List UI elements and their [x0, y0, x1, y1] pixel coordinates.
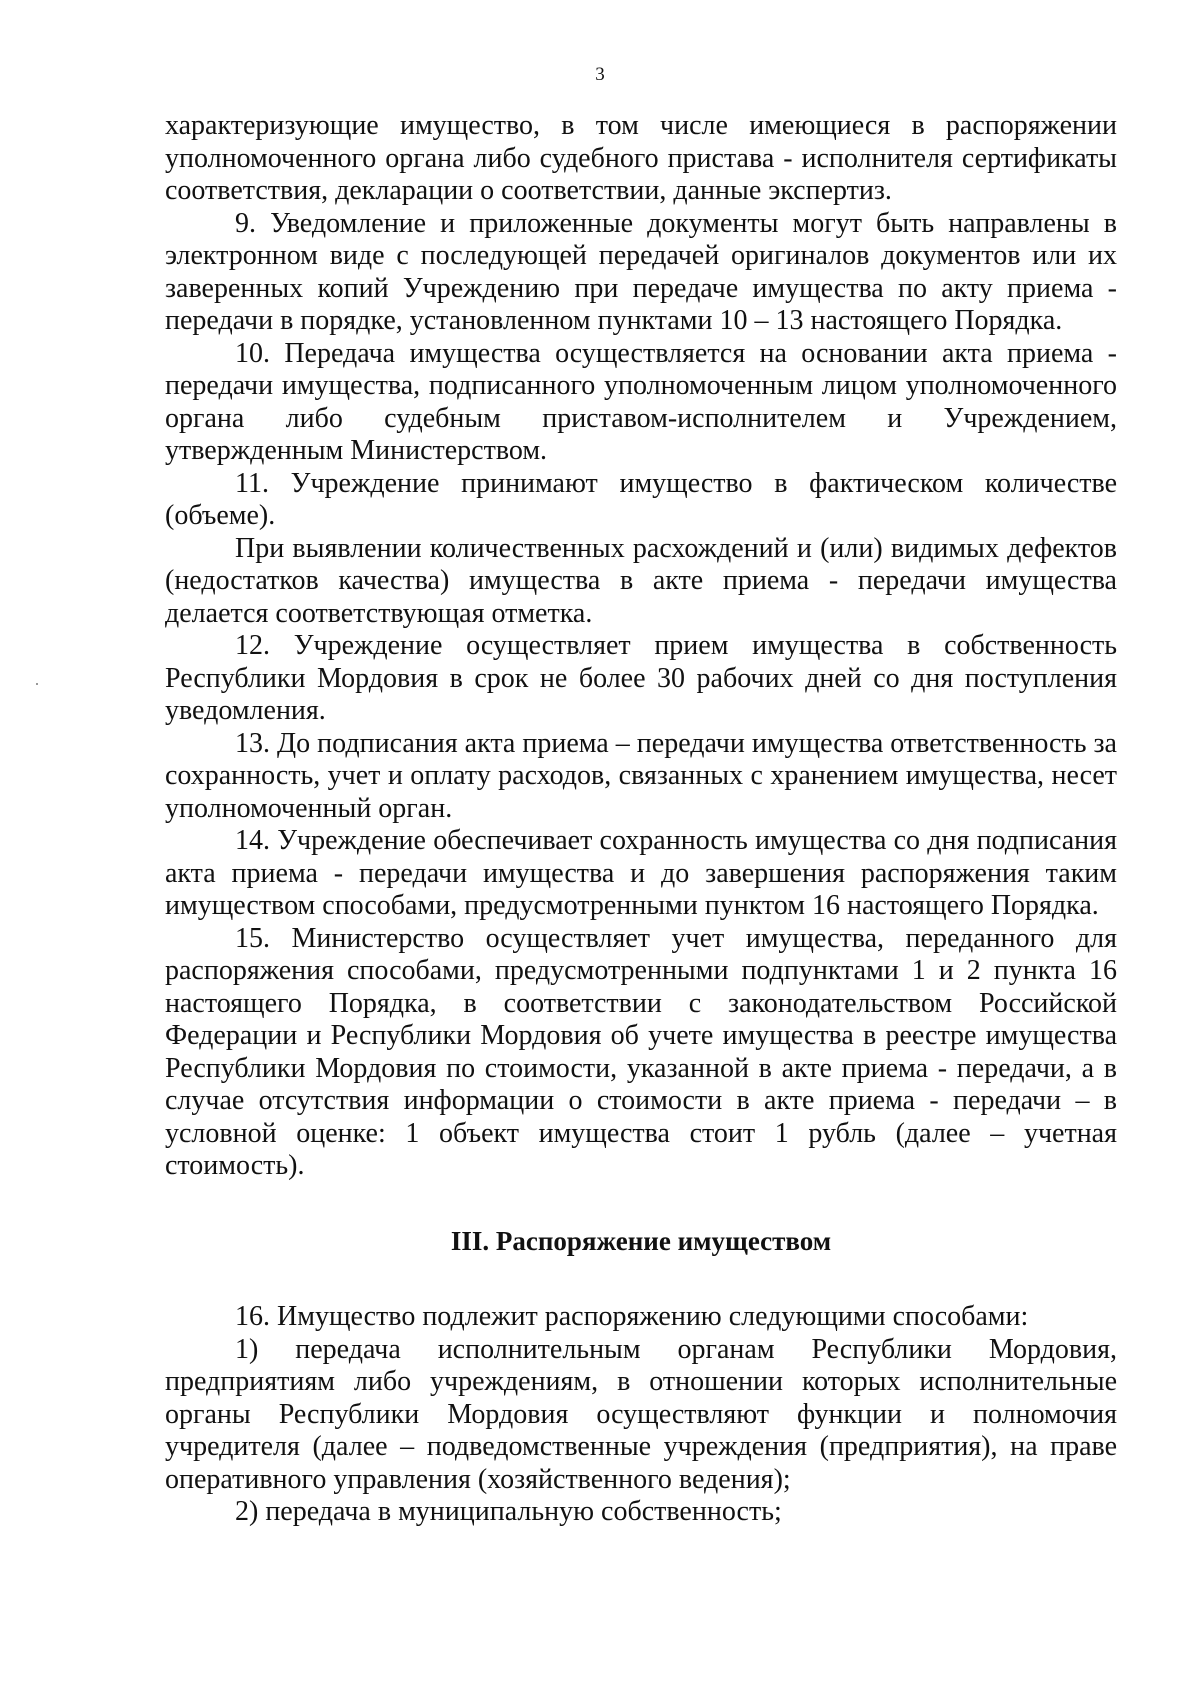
paragraph-14: 14. Учреждение обеспечивает сохранность имущества со дня подписания акта приема - передачи имущества и до завершения распоряжения таким имуществом способами, предусмотренными пунктом 16 настоящего Порядка.: [165, 825, 1117, 921]
paragraph-16-item-2: 2) передача в муниципальную собственность;: [235, 1496, 782, 1527]
paragraph-16-item-1: 1) передача исполнительным органам Республики Мордовия, предприятиям либо учреждениям, в отношении которых исполнительные органы Республики Мордовия осуществляют функции и полномочия учредителя (далее – подведомственные учреждения (предприятия), на праве оперативного управления (хозяйственного ведения);: [165, 1333, 1117, 1495]
paragraph-16: 16. Имущество подлежит распоряжению следующими способами:: [235, 1301, 1029, 1332]
paragraph-11-continued: При выявлении количественных расхождений и (или) видимых дефектов (недостатков качества) имущества в акте приема - передачи имущества делается соответствующая отметка.: [165, 532, 1117, 629]
paragraph-9: 9. Уведомление и приложенные документы могут быть направлены в электронном виде с последующей передачей оригиналов документов или их заверенных копий Учреждению при передаче имущества по акту приема - передачи в порядке, установленном пунктами 10 – 13 настоящего Порядка.: [165, 207, 1117, 336]
paragraph-10: 10. Передача имущества осуществляется на основании акта приема - передачи имущества, подписанного уполномоченным лицом уполномоченного органа либо судебным приставом-исполнителем и Учреждением, утвержденным Министерством.: [165, 337, 1117, 466]
paragraph-13: 13. До подписания акта приема – передачи имущества ответственность за сохранность, учет и оплату расходов, связанных с хранением имущества, несет уполномоченный орган.: [165, 727, 1117, 824]
document-body: [165, 110, 1117, 1529]
paragraph-15: 15. Министерство осуществляет учет имущества, переданного для распоряжения способами, предусмотренными подпунктами 1 и 2 пункта 16 настоящего Порядка, в соответствии с законодательством Российской Федерации и Республики Мордовия об учете имущества в реестре имущества Республики Мордовия по стоимости, указанной в акте приема - передачи, а в случае отсутствия информации о стоимости в акте приема - передачи – в условной оценке: 1 объект имущества стоит 1 рубль (далее – учетная стоимость).: [165, 922, 1117, 1181]
scan-artifact-dot: [36, 683, 38, 685]
paragraph-11: 11. Учреждение принимают имущество в фактическом количестве (объеме).: [165, 467, 1117, 531]
paragraph-12: 12. Учреждение осуществляет прием имущества в собственность Республики Мордовия в срок не более 30 рабочих дней со дня поступления уведомления.: [165, 630, 1117, 726]
paragraph-intro: характеризующие имущество, в том числе имеющиеся в распоряжении уполномоченного органа либо судебного пристава - исполнителя сертификаты соответствия, декларации о соответствии, данные экспертиз.: [165, 110, 1117, 206]
page-number: 3: [595, 64, 605, 85]
section-heading: III. Распоряжение имуществом: [450, 1225, 832, 1256]
